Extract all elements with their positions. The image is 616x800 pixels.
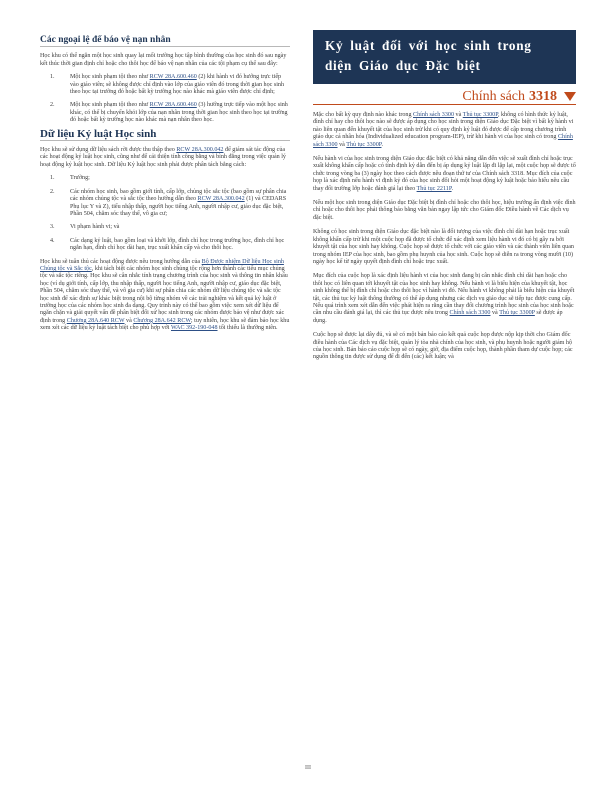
paragraph: Không có học sinh trong diện Giáo dục đặc biệt nào là đối tượng của việc đình chỉ dài hạn hoặc trục xuất không khẩn cấp trừ khi một cuộc họp đã được tổ chức để xác định xem liệu hành vi đó có bị gây ra bởi khuyết tật của học sinh hay không. Cuộc họp sẽ được tổ chức với các giáo viên và các thành viên liên quan trong nhóm IEP của học sinh, bao gồm phụ huynh của học sinh. Cuộc họp sẽ diễn ra trong vòng mười (10) ngày học kể từ ngày quyết định đình chỉ hoặc trục xuất. <box>313 229 574 265</box>
section-heading-discipline-data: Dữ liệu Kỷ luật Học sinh <box>40 131 290 141</box>
link-policy-3300[interactable]: Chính sách 3300 <box>449 310 491 317</box>
paragraph: Học khu sẽ sử dụng dữ liệu sách rời được thu thập theo RCW 28A.300.042 để giám sát tác động của các hoạt động kỷ luật học sinh, cũng như để cải thiện tính công bằng và bình đẳng trong việc quản lý hoạt động kỷ luật học sinh. Dữ liệu Kỷ luật học sinh phải được phân tách bằng cách: <box>40 147 286 168</box>
list-item: 2. Một học sinh phạm tội theo như RCW 28A.600.460 (3) hướng trực tiếp vào một học sinh khác, có thể bị chuyển khỏi lớp của nạn nhân trong thời gian học sinh theo học tại trường đó hoặc bất kỳ trường học nào khác mà nạn nhân theo học. <box>50 102 288 124</box>
list-item: 4. Các dạng kỷ luật, bao gồm loại và khởi lớp, đình chỉ học trong trường học, đình chỉ học ngắn hạn, đình chỉ học dài hạn, trục xuất khẩn cấp và cho thôi học. <box>50 237 285 252</box>
paragraph: Mục đích của cuộc họp là xác định liệu hành vi của học sinh đang bị cân nhắc đình chỉ dài hạn hoặc cho thôi học có liên quan tới khuyết tật của học sinh hay không. Nếu hành vi là biểu hiện của khuyết tật, học sinh không thể bị đình chỉ hoặc cho thôi học vì hành vi đó. Nếu hành vi không phải là biểu hiện của khuyết tật, các thủ tục kỷ luật thông thường có thể áp dụng nhưng các dịch vụ giáo dục sẽ tiếp tục được cung cấp. Nếu quá trình xem xét dẫn đến việc phát hiện ra rằng cần thay đổi chương trình học sinh của học sinh hoặc cần nhu cầu đánh giá lại, thì các thủ tục được nêu trong Chính sách 3300 và Thủ tục 3300P sẽ được áp dụng. <box>313 273 575 324</box>
paragraph: Nếu một học sinh trong diện Giáo dục Đặc biệt bị đình chỉ hoặc cho thôi học, hiệu trưởng ấn định việc đình chỉ hoặc cho thôi học phải thông báo bằng văn bản ngay lập tức cho Giám đốc Điều hành về Các dịch vụ đặc biệt. <box>313 200 576 221</box>
right-column <box>313 30 576 368</box>
link-rcw-28a-600-460[interactable]: RCW 28A.600.460 <box>149 74 197 81</box>
list-item: 3. Vi phạm hành vi; và <box>50 224 120 231</box>
link-chapter-28a-640[interactable]: Chương 28A.640 RCW <box>66 317 125 324</box>
list-item: 1. Trường; <box>50 175 90 182</box>
link-chapter-28a-642[interactable]: Chương 28A.642 RCW <box>133 317 191 324</box>
link-procedure-3300p[interactable]: Thủ tục 3300P <box>499 310 535 317</box>
policy-number-row <box>313 88 576 105</box>
section-heading-victim-exceptions: Các ngoại lệ để báo vệ nạn nhân <box>40 37 290 47</box>
link-rcw-28a-300-042[interactable]: RCW 28A.300.042 <box>197 196 245 203</box>
policy-number: 3318 <box>529 88 557 104</box>
list-item: 1. Một học sinh phạm tội theo như RCW 28A.600.460 (2) khi hành vi đó hướng trực tiếp vào giáo viên; sẽ không được chỉ định vào lớp của giáo viên đó trong thời gian học sinh theo học tại trường đó hoặc bất kỳ trường học nào khác mà giáo viên được chỉ định; <box>50 74 285 96</box>
paragraph: Cuộc họp sẽ được lại dây đủ, và sẽ có một bản báo cáo kết quả cuộc họp được nộp kịp thời cho Giám đốc điều hành của Các dịch vụ đặc biệt, quản lý tòa nhà chính của học sinh, và phụ huynh hoặc người giám hộ của học sinh. Bản báo cáo cuộc họp sẽ có ngày, giờ, địa điểm cuộc họp, thành phần tham dự cuộc họp; các nguồn thông tin được sử dụng để đi đến (các) kết luận; và <box>313 332 573 361</box>
paragraph: Học khu có thể ngăn một học sinh quay lại mối trường học tập bình thường của học sinh đó sau ngày kết thúc thời gian định chỉ hoặc cho thôi học để báo vệ nạn nhân của các tội phạm cụ thể sau đây: <box>40 53 287 67</box>
link-policy-3300[interactable]: Chính sách 3300 <box>413 112 454 118</box>
link-race-ethnicity-guidance[interactable]: Bộ Được nhiệm Dữ liệu Học sinh Chủng tộc và Sắc tộc <box>40 258 284 272</box>
link-procedure-2211p[interactable]: Thủ tục 2211P <box>416 185 452 192</box>
policy-title-banner: Kỷ luật đối với học sinh trong diện Giáo dục Đặc biệt <box>313 30 576 84</box>
list-item: 2. Các nhóm học sinh, bao gồm giới tính, cấp lớp, chủng tộc sắc tộc (bao gồm sự phân chia các nhóm chủng tộc và sắc tộc theo hướng dẫn theo RCW 28A.300.042 (1) và CEDARS Phụ lục Y và Z), tiếu nhập thấp, người học tiếng Anh, người nhập cư, giáo dục đặc biệt, Phần 504, chăm sóc thay thế, vô gia cư; <box>50 188 287 217</box>
link-procedure-3300p[interactable]: Thủ tục 3300P <box>346 141 382 148</box>
triangle-down-icon <box>564 92 576 101</box>
link-rcw-28a-300-042[interactable]: RCW 28A.300.042 <box>176 147 224 154</box>
link-policy-3300[interactable]: Chính sách 3300 <box>313 134 573 148</box>
paragraph: Học khu sẽ tuân thủ các hoạt động được nêu trong hướng dẫn của Bộ Được nhiệm Dữ liệu Học sinh Chủng tộc và Sắc tộc, khi tách biệt các nhóm học sinh chủng tộc rộng hơn thành các tiểu mục chủng tộc và sắc tộc riêng. Học khu sẽ cân nhắc tính trạng chương trình của học sinh và thông tin nhân khẩu học (ví dụ giới tính, cấp lớp, thu nhập thấp, người học tiếng Anh, người nhập cư, giáo dục đặc biệt, Phần 504, chăm sóc thay thế, và vô gia cư) khi sự phân chia các nhóm dữ liệu chủng tộc và sắc tộc học sinh để xác định sự khác biệt trong nội bộ từng nhóm về các trải nghiệm và kết quả kỷ luật ở trường học của các nhóm học sinh đa dạng. Quy trình này có thể bao gồm việc xem xét dữ liệu để ngăn chặn và giải quyết vấn đề phân biệt đối xử học sinh trong các nhóm được bảo vệ như được xác định trong Chương 28A.640 RCW và Chương 28A.642 RCW; tuy nhiên, học khu sẽ đảm bảo học khu xem xét các dữ liệu kỷ luật tách biệt cho phù hợp với WAC 392-190-048 tối thiểu là thường niên. <box>40 258 290 332</box>
paragraph: Nếu hành vi của học sinh trong diện Giáo dục đặc biệt có khả năng dẫn đến việc sẽ xuất đình chỉ hoặc trục xuất không khẩn cấp hoặc có tình định kỷ dẫn đến bị áp dụng kỷ luật lặp đi lặp lại, một cuộc họp sẽ được tổ chức trong vòng ba (3) ngày học theo cách được nêu đoạn thứ tư của Chính sách 3318. Mục đích của cuộc họp là xác định nếu hành vi định kỷ đó của học sinh đối hỏi một hoạt động kỷ luật hoặc bảo hiểu nêu cầu thay đổi trường lớp hoặc đánh giá lại theo Thủ tục 2211P. <box>313 156 576 192</box>
policy-label: Chính sách <box>462 88 525 104</box>
link-procedure-3300p[interactable]: Thủ tục 3300P <box>462 112 498 118</box>
disaggregation-list <box>40 175 290 252</box>
exceptions-list <box>40 74 290 124</box>
page-number: III <box>305 765 311 771</box>
link-rcw-28a-600-460[interactable]: RCW 28A.600.460 <box>149 102 197 109</box>
paragraph: Mặc cho bất kỳ quy định nào khác trong Chính sách 3300 và Thủ tục 3300P, không có hình thức kỷ luật, đình chỉ hay cho thôi học nào sẽ được áp dụng cho học sinh trong diện Giáo dục Đặc biệt vì bất kỳ hành vi nào liên quan đến khuyết tật của học sinh trừ khi có quy định kỷ luật đó được để cập trong chương trình giáo dục cá nhân hóa (Individualized education program-IEP), trừ khi hành vi của học sinh có trong Chính sách 3300 và Thủ tục 3300P. <box>313 112 574 148</box>
left-column <box>40 30 290 339</box>
link-wac-392-190-048[interactable]: WAC 392-190-048 <box>170 325 218 332</box>
